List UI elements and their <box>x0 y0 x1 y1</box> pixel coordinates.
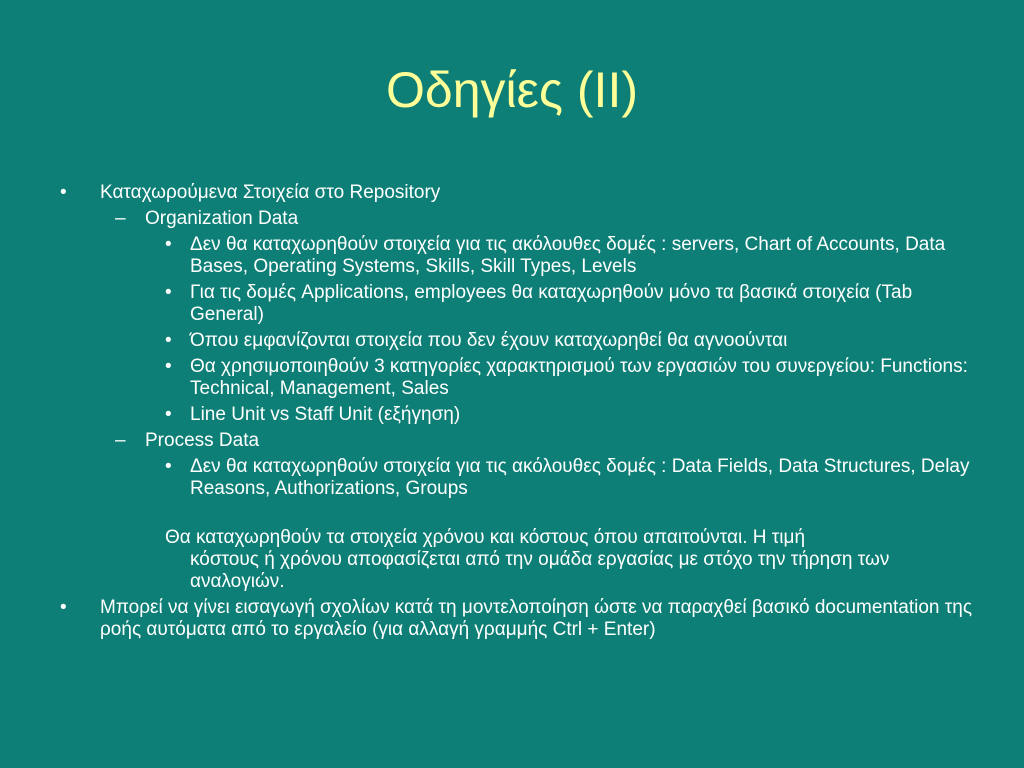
bullet-item-level3 <box>0 456 1024 500</box>
bullet-text: Καταχωρούμενα Στοιχεία στο Repository <box>100 182 441 203</box>
bullet-text: Δεν θα καταχωρηθούν στοιχεία για τις ακόλουθες δομές : servers, Chart of Accounts, Data Bases, Operating Systems, Skills, Skill Types, Levels <box>190 234 946 277</box>
note-first-line: Θα καταχωρηθούν τα στοιχεία χρόνου και κόστους όπου απαιτούνται. Η τιμή <box>165 527 806 548</box>
note-continuation: κόστους ή χρόνου αποφασίζεται από την ομάδα εργασίας με στόχο την τήρηση των αναλογιών. <box>190 549 890 592</box>
bullet-item-level1 <box>0 182 1024 204</box>
bullet-dot-icon: • <box>165 234 172 255</box>
bullet-item-level2 <box>0 208 1024 230</box>
bullet-item-level3 <box>0 404 1024 426</box>
bullet-dash-icon: – <box>115 430 126 451</box>
bullet-item-level3 <box>0 330 1024 352</box>
bullet-dot-icon: • <box>165 356 172 377</box>
bullet-text: Όπου εμφανίζονται στοιχεία που δεν έχουν καταχωρηθεί θα αγνοούνται <box>190 330 788 351</box>
bullet-text: Για τις δομές Applications, employees θα καταχωρηθούν μόνο τα βασικά στοιχεία (Tab General) <box>190 282 913 325</box>
bullet-dot-icon: • <box>60 182 67 203</box>
bullet-item-level2 <box>0 430 1024 452</box>
bullet-dot-icon: • <box>165 404 172 425</box>
bullet-dot-icon: • <box>165 330 172 351</box>
bullet-text: Line Unit vs Staff Unit (εξήγηση) <box>190 404 461 425</box>
bullet-dot-icon: • <box>165 282 172 303</box>
bullet-text: Δεν θα καταχωρηθούν στοιχεία για τις ακόλουθες δομές : Data Fields, Data Structures, Delay Reasons, Authorizations, Groups <box>190 456 970 499</box>
slide-title: Οδηγίες (ΙΙ) <box>385 62 638 118</box>
bullet-dot-icon: • <box>60 597 67 618</box>
bullet-item-level3 <box>0 282 1024 326</box>
bullet-dot-icon: • <box>165 456 172 477</box>
bullet-text: Organization Data <box>145 208 299 229</box>
bullet-item-level1 <box>0 597 1024 641</box>
bullet-item-level3 <box>0 234 1024 278</box>
bullet-dash-icon: – <box>115 208 126 229</box>
note-paragraph <box>0 527 1024 593</box>
bullet-text: Θα χρησιμοποιηθούν 3 κατηγορίες χαρακτηρισμού των εργασιών του συνεργείου: Functions: Technical, Management, Sales <box>190 356 968 399</box>
bullet-item-level3 <box>0 356 1024 400</box>
bullet-text: Process Data <box>145 430 260 451</box>
bullet-text: Μπορεί να γίνει εισαγωγή σχολίων κατά τη μοντελοποίηση ώστε να παραχθεί βασικό documentation της ροής αυτόματα από το εργαλείο (για αλλαγή γραμμής Ctrl + Enter) <box>100 597 972 640</box>
slide-content <box>0 182 1024 641</box>
